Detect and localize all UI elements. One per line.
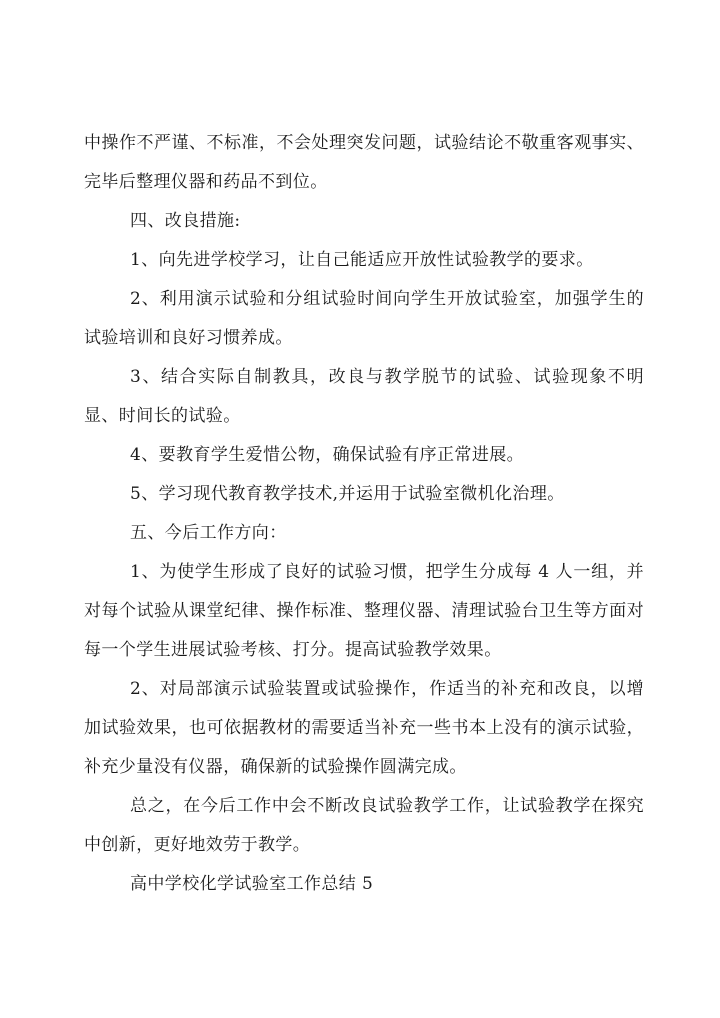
direction-item-1: 1、为使学生形成了良好的试验习惯，把学生分成每 4 人一组，并对每个试验从课堂纪律、操作标准、整理仪器、清理试验台卫生等方面对每一个学生进展试验考核、打分。提高试验教学效果。 (84, 562, 644, 660)
section-title: 高中学校化学试验室工作总结 5 (130, 874, 374, 894)
direction-item-2: 2、对局部演示试验装置或试验操作，作适当的补充和改良，以增加试验效果，也可依据教材的需要适当补充一些书本上没有的演示试验，补充少量没有仪器，确保新的试验操作圆满完成。 (84, 679, 644, 777)
measure-item-5: 5、学习现代教育教学技术,并运用于试验室微机化治理。 (130, 484, 565, 504)
measure-item-1: 1、向先进学校学习，让自己能适应开放性试验教学的要求。 (130, 250, 594, 270)
measure-item-3: 3、结合实际自制教具，改良与教学脱节的试验、试验现象不明显、时间长的试验。 (84, 367, 644, 426)
heading-future-direction: 五、今后工作方向： (130, 523, 287, 543)
measure-item-4: 4、要教育学生爱惜公物，确保试验有序正常进展。 (130, 445, 525, 465)
conclusion-paragraph: 总之，在今后工作中会不断改良试验教学工作，让试验教学在探究中创新，更好地效劳于教学。 (84, 796, 644, 855)
paragraph-continuation: 中操作不严谨、不标准，不会处理突发问题，试验结论不敬重客观事实、完毕后整理仪器和药品不到位。 (84, 133, 644, 192)
measure-item-2: 2、利用演示试验和分组试验时间向学生开放试验室，加强学生的试验培训和良好习惯养成。 (84, 289, 644, 348)
heading-improvement-measures: 四、改良措施: (130, 211, 241, 231)
document-body (84, 124, 644, 904)
